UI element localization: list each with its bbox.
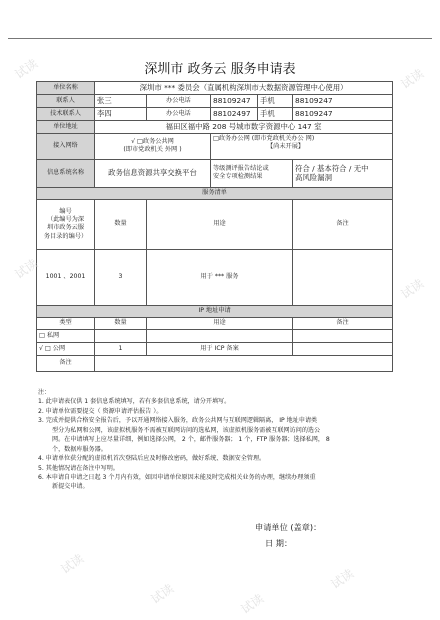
network-row [37,133,393,159]
unit-label: 单位名称 [37,82,95,95]
services-row-id[interactable]: 1001 、2001 [37,249,95,305]
ip-remark-value[interactable] [95,355,393,371]
services-id-header-line: （此编号为深 [46,216,85,224]
ip-row-public [37,342,393,355]
network-office-line: □政务办公网 (即市党政机关办公 网) [213,134,315,142]
tech-mobile[interactable]: 88109247 [293,108,393,121]
unit-row [37,82,393,95]
signature-block [255,520,321,551]
contact-mobile[interactable]: 88109247 [293,95,393,108]
ip-public-type[interactable]: √ □ 公网 [37,342,95,355]
network-office-option[interactable] [211,133,393,159]
services-id-header [37,199,95,249]
services-purpose-header: 用途 [147,199,293,249]
system-row [37,159,393,187]
watermark-text: 试读 [398,66,427,92]
services-id-header-line: 务目录的编号） [43,232,88,240]
eval-label [211,159,293,187]
ip-private-qty[interactable] [95,329,147,342]
note-line: 3. 完成并提供合格安全报告后，予以开通网络接入服务，政务公共网与互联网逻辑隔离， IP 地址申请类 [38,417,318,425]
services-id-header-line: 编号 [59,207,72,215]
date-field[interactable]: 日 期： [265,537,293,548]
network-public-option[interactable] [95,133,211,159]
services-id-header-line: 圳市政务云服 [46,224,85,232]
eval-value[interactable] [293,159,393,187]
address-value[interactable]: 福田区福中路 208 号城市数字资源中心 147 室 [95,121,393,134]
contact-mobile-label: 手机 [258,95,293,108]
ip-private-type[interactable]: □ 私网 [37,329,95,342]
note-line: 6. 本申请自申请之日起 3 个月内有效，如因申请单位原因未能及时完成相关业务的办理，继续办理须重 [38,473,316,481]
ip-type-header: 类型 [37,317,95,329]
tech-office[interactable]: 88102497 [211,108,258,121]
ip-purpose-header: 用途 [147,317,293,329]
tech-contact-row [37,108,393,121]
note-line: 2. 申请单位需要提交（ 资源申请评估报告 ）。 [38,407,163,415]
system-value[interactable]: 政务信息资源共享交换平台 [95,159,211,187]
eval-label-line1: 等级测评报告结论或 [213,165,269,173]
eval-value-line2: 高风险漏洞 [295,173,332,183]
note-line: 型分为私网和公网，该虚拟机服务不需被互联网访问的选私网，该虚拟机服务需被互联网访问的选公 [52,426,321,434]
network-office-note: 【尚未开展】 [267,143,305,151]
ip-public-remark[interactable] [293,342,393,355]
ip-qty-header: 数量 [95,317,147,329]
contact-row [37,95,393,108]
note-line: 4. 申请单位获分配的虚拟机首次登陆后应及时修改密码，做好系统、数据安全管理。 [38,455,266,463]
tech-contact-label: 技术联系人 [37,108,95,121]
notes-heading: 注： [38,389,51,396]
ip-remark-header: 备注 [293,317,393,329]
note-line: 5. 其他情况请在备注中写明。 [38,464,119,472]
ip-section-row [37,305,393,317]
top-divider [8,38,432,39]
eval-label-line2: 安全专项检测结果 [213,173,263,181]
contact-label: 联系人 [37,95,95,108]
network-public-line2: (即市党政机关 外网 ) [123,146,182,154]
unit-value[interactable]: 深圳市 *** 委员会（直属机构深圳市大数据资源管理中心使用） [95,82,393,95]
watermark-text: 试读 [398,276,427,302]
contact-office[interactable]: 88109247 [211,95,258,108]
notes-section [38,388,400,492]
address-label: 单位地址 [37,121,95,134]
tech-office-label: 办公电话 [147,108,211,121]
tech-mobile-label: 手机 [258,108,293,121]
ip-header-row [37,317,393,329]
note-line: 1. 此申请表仅供 1 套信息系统填写，若有多套信息系统，请分开填写。 [38,398,231,406]
watermark-text: 试读 [328,566,357,592]
ip-row-private [37,329,393,342]
note-line: 网。在申请填写上应尽量详细，例如选择公网， 2 个，邮件服务器； 1 个，FTP 服务器；选择私网， 8 [52,436,330,444]
ip-public-purpose[interactable]: 用于 ICP 备案 [147,342,293,355]
services-row [37,249,393,305]
services-section-title: 服务清单 [37,187,393,199]
applicant-seal-field[interactable]: 申请单位 (盖章)： [255,522,322,532]
network-label: 接入网络 [37,133,95,159]
application-table [36,81,393,372]
ip-public-qty[interactable]: 1 [95,342,147,355]
services-remark-header: 备注 [293,199,393,249]
watermark-text: 试读 [12,56,41,82]
tech-contact-name[interactable]: 李四 [95,108,147,121]
services-header-row [37,199,393,249]
services-row-remark[interactable] [293,249,393,305]
watermark-text: 试读 [238,591,267,617]
watermark-text: 试读 [12,256,41,282]
network-public-line1: √ □政务公共网 [131,138,174,146]
contact-office-label: 办公电话 [147,95,211,108]
watermark-text: 试读 [148,581,177,607]
ip-private-purpose[interactable] [147,329,293,342]
services-row-qty[interactable]: 3 [95,249,147,305]
note-line: 新提交申请。 [52,483,89,491]
ip-remark-label: 备注 [37,355,95,371]
ip-section-title: IP 地址申请 [37,305,393,317]
ip-private-remark[interactable] [293,329,393,342]
ip-remark-row [37,355,393,371]
address-row [37,121,393,134]
eval-value-line1: 符合 / 基本符合 / 无中 [295,163,369,173]
system-label: 信息系统名称 [37,159,95,187]
services-row-purpose[interactable]: 用于 *** 服务 [147,249,293,305]
note-line: 个，数据库服务器。 [52,445,107,453]
services-section-row [37,187,393,199]
contact-name[interactable]: 张三 [95,95,147,108]
watermark-text: 试读 [58,551,87,577]
form-title: 深圳市 政务云 服务申请表 [144,62,296,77]
services-qty-header: 数量 [95,199,147,249]
